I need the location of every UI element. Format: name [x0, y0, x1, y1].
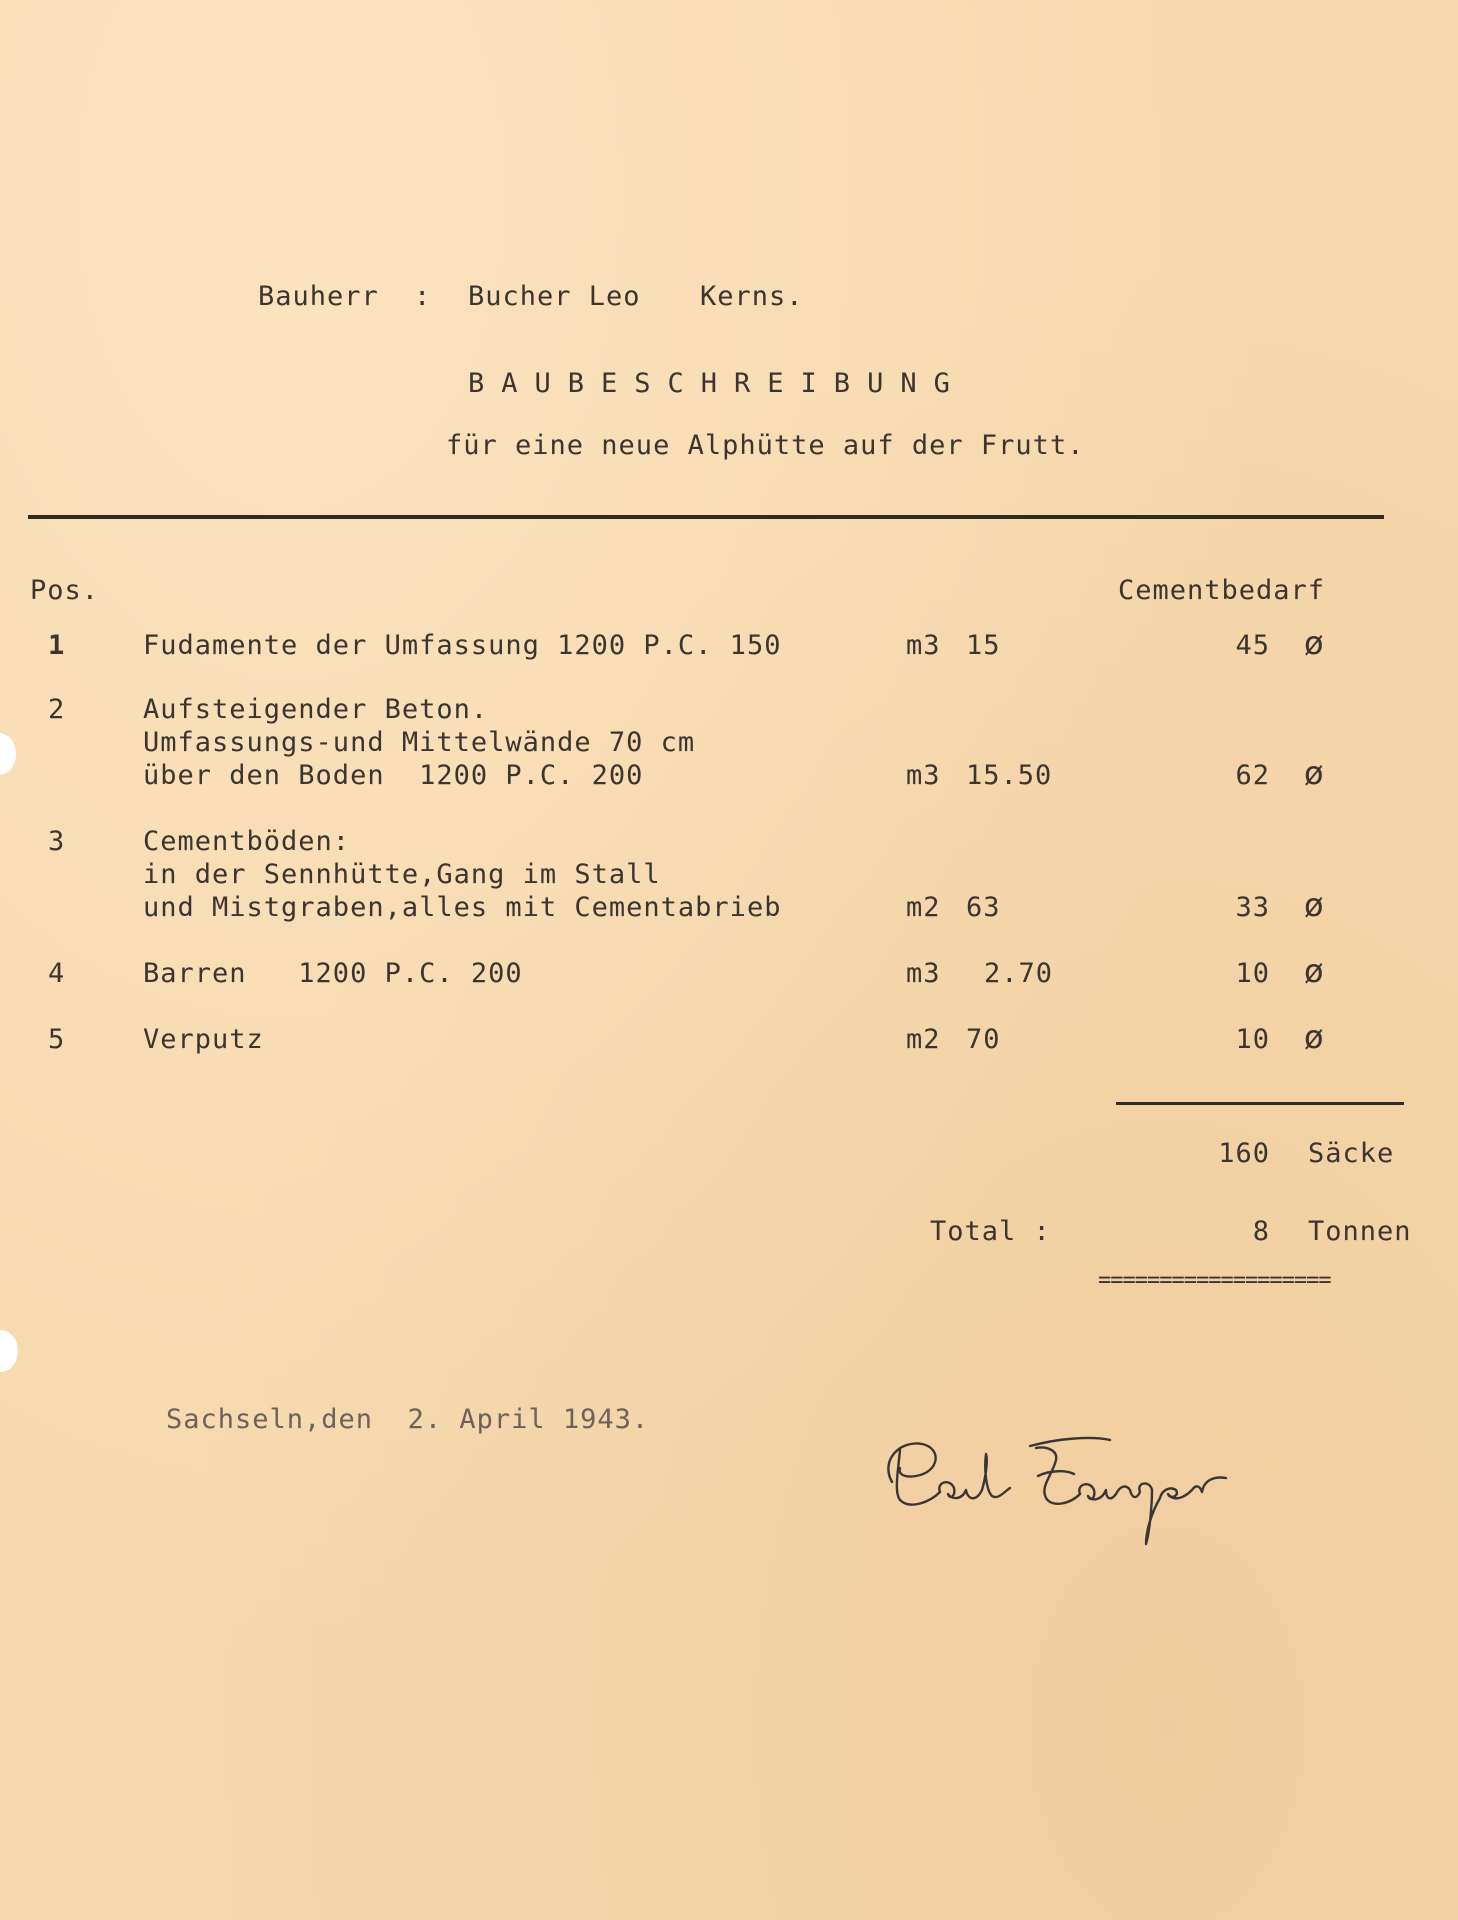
phi-symbol-icon: ø — [1304, 754, 1324, 792]
tons-total-value: 8 — [1252, 1216, 1270, 1247]
item-cement-amount: 45 — [1235, 630, 1270, 661]
item-unit: m3 — [906, 760, 941, 791]
bauherr-colon: : — [414, 281, 432, 312]
double-underline: =================== — [1098, 1268, 1331, 1293]
total-label: Total : — [930, 1216, 1051, 1247]
bauherr-label: Bauherr — [258, 281, 379, 312]
item-cement-amount: 33 — [1235, 892, 1270, 923]
item-description-line: Cementböden: — [143, 826, 351, 857]
cementbedarf-column-header: Cementbedarf — [1118, 575, 1326, 606]
sacks-label: Säcke — [1308, 1138, 1395, 1169]
item-pos: 2 — [48, 694, 66, 725]
document-title: BAUBESCHREIBUNG — [468, 368, 967, 399]
header-divider — [28, 515, 1384, 519]
item-quantity: 2.70 — [984, 958, 1054, 989]
pos-column-header: Pos. — [30, 575, 100, 606]
place-and-date: Sachseln,den 2. April 1943. — [166, 1404, 650, 1435]
handwritten-signature — [870, 1420, 1250, 1550]
item-quantity: 63 — [966, 892, 1001, 923]
item-description-line: Umfassungs-und Mittelwände 70 cm — [143, 727, 696, 758]
item-description-line: in der Sennhütte,Gang im Stall — [143, 859, 661, 890]
item-pos: 5 — [48, 1024, 66, 1055]
item-description-line: über den Boden 1200 P.C. 200 — [143, 760, 644, 791]
item-unit: m2 — [906, 892, 941, 923]
phi-symbol-icon: ø — [1304, 1018, 1324, 1056]
item-unit: m2 — [906, 1024, 941, 1055]
item-unit: m3 — [906, 630, 941, 661]
item-quantity: 15 — [966, 630, 1001, 661]
punch-hole-bottom — [0, 1330, 18, 1372]
item-cement-amount: 10 — [1235, 958, 1270, 989]
item-description-line: Aufsteigender Beton. — [143, 694, 489, 725]
phi-symbol-icon: ø — [1304, 952, 1324, 990]
item-quantity: 70 — [966, 1024, 1001, 1055]
document-subtitle: für eine neue Alphütte auf der Frutt. — [446, 430, 1085, 461]
item-description-line: und Mistgraben,alles mit Cementabrieb — [143, 892, 782, 923]
phi-symbol-icon: ø — [1304, 624, 1324, 662]
item-description-line: Fudamente der Umfassung 1200 P.C. 150 — [143, 630, 782, 661]
tons-label: Tonnen — [1308, 1216, 1412, 1247]
item-cement-amount: 10 — [1235, 1024, 1270, 1055]
phi-symbol-icon: ø — [1304, 886, 1324, 924]
item-pos: 1 — [48, 630, 66, 661]
item-description-line: Verputz — [143, 1024, 264, 1055]
sacks-total-value: 160 — [1218, 1138, 1270, 1169]
item-unit: m3 — [906, 958, 941, 989]
bauherr-name: Bucher Leo — [468, 281, 641, 312]
item-pos: 3 — [48, 826, 66, 857]
item-quantity: 15.50 — [966, 760, 1053, 791]
item-pos: 4 — [48, 958, 66, 989]
item-cement-amount: 62 — [1235, 760, 1270, 791]
sum-underline — [1116, 1102, 1404, 1105]
item-description-line: Barren 1200 P.C. 200 — [143, 958, 523, 989]
punch-hole-top — [0, 733, 16, 775]
bauherr-place: Kerns. — [700, 281, 804, 312]
